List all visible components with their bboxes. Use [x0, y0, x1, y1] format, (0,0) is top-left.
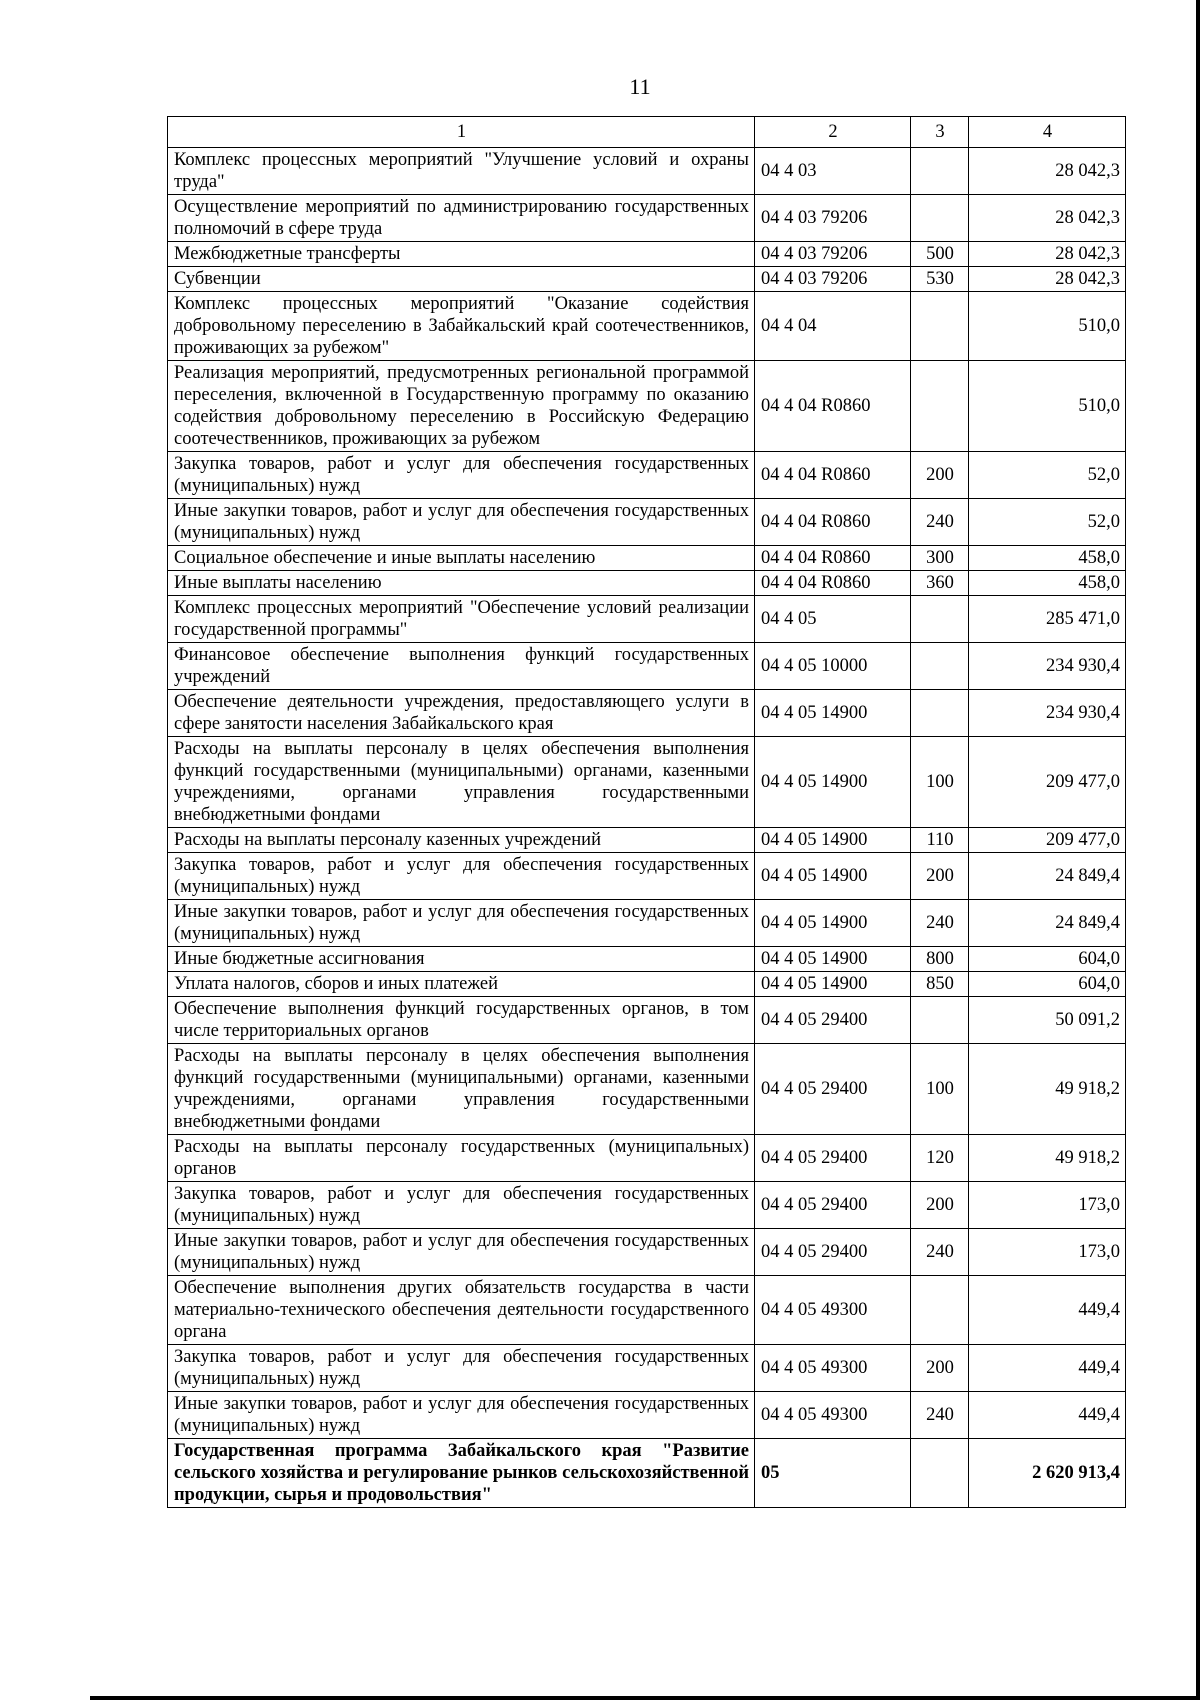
row-expense-type-cell: 100: [911, 737, 969, 828]
row-name-cell: Иные закупки товаров, работ и услуг для обеспечения государственных (муниципальных) нужд: [168, 900, 755, 947]
row-code-cell: 04 4 05 29400: [755, 1044, 911, 1135]
table-row: [168, 571, 1126, 596]
row-name-cell: Государственная программа Забайкальского края "Развитие сельского хозяйства и регулирование рынков сельскохозяйственной продукции, сырья и продовольствия": [168, 1439, 755, 1508]
row-code-cell: 04 4 04 R0860: [755, 546, 911, 571]
row-amount-cell: 209 477,0: [969, 737, 1126, 828]
row-amount-cell: 449,4: [969, 1276, 1126, 1345]
row-expense-type-cell: 240: [911, 499, 969, 546]
row-code-cell: 04 4 05 14900: [755, 828, 911, 853]
scan-border-right: [1196, 0, 1200, 1700]
table-row: [168, 972, 1126, 997]
page-number: 11: [629, 74, 651, 99]
scan-border-bottom: [90, 1696, 1200, 1700]
table-row: [168, 292, 1126, 361]
table-row: [168, 853, 1126, 900]
row-amount-cell: 458,0: [969, 571, 1126, 596]
row-code-cell: 04 4 03 79206: [755, 267, 911, 292]
row-expense-type-cell: 360: [911, 571, 969, 596]
row-amount-cell: 209 477,0: [969, 828, 1126, 853]
row-name-cell: Обеспечение выполнения других обязательств государства в части материально-технического обеспечения деятельности государственного органа: [168, 1276, 755, 1345]
row-code-cell: 05: [755, 1439, 911, 1508]
budget-table: [167, 116, 1126, 1508]
row-expense-type-cell: 300: [911, 546, 969, 571]
table-row: [168, 1345, 1126, 1392]
row-name-cell: Комплекс процессных мероприятий "Оказание содействия добровольному переселению в Забайкальский край соотечественников, проживающих за рубежом": [168, 292, 755, 361]
row-expense-type-cell: 200: [911, 853, 969, 900]
row-name-cell: Реализация мероприятий, предусмотренных региональной программой переселения, включенной в Государственную программу по оказанию содействия добровольному переселению в Российскую Федерацию соотечественников, проживающих за рубежом: [168, 361, 755, 452]
row-name-cell: Обеспечение деятельности учреждения, предоставляющего услуги в сфере занятости населения Забайкальского края: [168, 690, 755, 737]
table-row: [168, 1135, 1126, 1182]
row-expense-type-cell: [911, 643, 969, 690]
row-name-cell: Расходы на выплаты персоналу казенных учреждений: [168, 828, 755, 853]
row-name-cell: Обеспечение выполнения функций государственных органов, в том числе территориальных органов: [168, 997, 755, 1044]
row-amount-cell: 2 620 913,4: [969, 1439, 1126, 1508]
row-amount-cell: 52,0: [969, 499, 1126, 546]
row-expense-type-cell: 850: [911, 972, 969, 997]
row-name-cell: Иные бюджетные ассигнования: [168, 947, 755, 972]
row-code-cell: 04 4 05 29400: [755, 1182, 911, 1229]
row-expense-type-cell: [911, 596, 969, 643]
row-code-cell: 04 4 05 14900: [755, 900, 911, 947]
row-amount-cell: 24 849,4: [969, 900, 1126, 947]
row-expense-type-cell: [911, 195, 969, 242]
column-header-name: 1: [168, 117, 755, 148]
row-code-cell: 04 4 05 49300: [755, 1276, 911, 1345]
row-name-cell: Закупка товаров, работ и услуг для обеспечения государственных (муниципальных) нужд: [168, 1182, 755, 1229]
row-expense-type-cell: [911, 1439, 969, 1508]
table-row: [168, 452, 1126, 499]
row-expense-type-cell: 200: [911, 452, 969, 499]
table-row: [168, 1182, 1126, 1229]
row-code-cell: 04 4 05 29400: [755, 1229, 911, 1276]
table-row: [168, 690, 1126, 737]
row-expense-type-cell: [911, 361, 969, 452]
row-amount-cell: 28 042,3: [969, 242, 1126, 267]
row-amount-cell: 49 918,2: [969, 1135, 1126, 1182]
row-code-cell: 04 4 05: [755, 596, 911, 643]
row-code-cell: 04 4 05 14900: [755, 947, 911, 972]
table-row: [168, 737, 1126, 828]
row-code-cell: 04 4 04 R0860: [755, 499, 911, 546]
row-amount-cell: 458,0: [969, 546, 1126, 571]
table-row: [168, 242, 1126, 267]
row-name-cell: Уплата налогов, сборов и иных платежей: [168, 972, 755, 997]
row-expense-type-cell: 530: [911, 267, 969, 292]
table-row: [168, 1439, 1126, 1508]
row-code-cell: 04 4 05 14900: [755, 853, 911, 900]
column-header-expense-type: 3: [911, 117, 969, 148]
row-code-cell: 04 4 04 R0860: [755, 361, 911, 452]
table-body: [168, 148, 1126, 1508]
row-code-cell: 04 4 05 29400: [755, 1135, 911, 1182]
row-code-cell: 04 4 03 79206: [755, 242, 911, 267]
row-code-cell: 04 4 04 R0860: [755, 452, 911, 499]
row-name-cell: Закупка товаров, работ и услуг для обеспечения государственных (муниципальных) нужд: [168, 853, 755, 900]
row-code-cell: 04 4 05 49300: [755, 1392, 911, 1439]
row-name-cell: Расходы на выплаты персоналу в целях обеспечения выполнения функций государственными (муниципальными) органами, казенными учреждениями, органами управления государственными внебюджетными фондами: [168, 1044, 755, 1135]
row-amount-cell: 28 042,3: [969, 195, 1126, 242]
row-name-cell: Расходы на выплаты персоналу в целях обеспечения выполнения функций государственными (муниципальными) органами, казенными учреждениями, органами управления государственными внебюджетными фондами: [168, 737, 755, 828]
table-row: [168, 997, 1126, 1044]
row-code-cell: 04 4 04: [755, 292, 911, 361]
table-row: [168, 148, 1126, 195]
row-expense-type-cell: 110: [911, 828, 969, 853]
row-amount-cell: 24 849,4: [969, 853, 1126, 900]
row-code-cell: 04 4 05 49300: [755, 1345, 911, 1392]
table-row: [168, 1276, 1126, 1345]
row-name-cell: Закупка товаров, работ и услуг для обеспечения государственных (муниципальных) нужд: [168, 1345, 755, 1392]
table-row: [168, 361, 1126, 452]
row-name-cell: Комплекс процессных мероприятий "Улучшение условий и охраны труда": [168, 148, 755, 195]
row-amount-cell: 510,0: [969, 292, 1126, 361]
row-amount-cell: 52,0: [969, 452, 1126, 499]
row-amount-cell: 173,0: [969, 1229, 1126, 1276]
table-row: [168, 596, 1126, 643]
table-row: [168, 195, 1126, 242]
row-expense-type-cell: 100: [911, 1044, 969, 1135]
row-name-cell: Иные закупки товаров, работ и услуг для обеспечения государственных (муниципальных) нужд: [168, 1229, 755, 1276]
row-expense-type-cell: [911, 1276, 969, 1345]
row-amount-cell: 234 930,4: [969, 690, 1126, 737]
row-amount-cell: 173,0: [969, 1182, 1126, 1229]
row-code-cell: 04 4 05 10000: [755, 643, 911, 690]
table-row: [168, 828, 1126, 853]
table-row: [168, 1229, 1126, 1276]
row-name-cell: Межбюджетные трансферты: [168, 242, 755, 267]
row-amount-cell: 449,4: [969, 1345, 1126, 1392]
table-row: [168, 900, 1126, 947]
row-code-cell: 04 4 04 R0860: [755, 571, 911, 596]
row-amount-cell: 510,0: [969, 361, 1126, 452]
row-expense-type-cell: 200: [911, 1182, 969, 1229]
row-code-cell: 04 4 03 79206: [755, 195, 911, 242]
row-name-cell: Субвенции: [168, 267, 755, 292]
table-row: [168, 947, 1126, 972]
row-expense-type-cell: [911, 690, 969, 737]
table-header-row: [168, 117, 1126, 148]
row-amount-cell: 49 918,2: [969, 1044, 1126, 1135]
row-amount-cell: 285 471,0: [969, 596, 1126, 643]
row-name-cell: Осуществление мероприятий по администрированию государственных полномочий в сфере труда: [168, 195, 755, 242]
table-row: [168, 643, 1126, 690]
row-name-cell: Расходы на выплаты персоналу государственных (муниципальных) органов: [168, 1135, 755, 1182]
row-amount-cell: 28 042,3: [969, 267, 1126, 292]
row-expense-type-cell: 800: [911, 947, 969, 972]
row-expense-type-cell: 500: [911, 242, 969, 267]
row-name-cell: Финансовое обеспечение выполнения функций государственных учреждений: [168, 643, 755, 690]
row-amount-cell: 50 091,2: [969, 997, 1126, 1044]
row-amount-cell: 234 930,4: [969, 643, 1126, 690]
row-code-cell: 04 4 05 14900: [755, 972, 911, 997]
table-row: [168, 546, 1126, 571]
row-name-cell: Иные закупки товаров, работ и услуг для обеспечения государственных (муниципальных) нужд: [168, 1392, 755, 1439]
table-row: [168, 267, 1126, 292]
row-name-cell: Иные выплаты населению: [168, 571, 755, 596]
table-row: [168, 499, 1126, 546]
row-name-cell: Социальное обеспечение и иные выплаты населению: [168, 546, 755, 571]
row-expense-type-cell: [911, 148, 969, 195]
table-row: [168, 1392, 1126, 1439]
row-amount-cell: 604,0: [969, 947, 1126, 972]
row-expense-type-cell: 240: [911, 900, 969, 947]
row-name-cell: Комплекс процессных мероприятий "Обеспечение условий реализации государственной программы": [168, 596, 755, 643]
column-header-code: 2: [755, 117, 911, 148]
row-expense-type-cell: 120: [911, 1135, 969, 1182]
row-code-cell: 04 4 05 29400: [755, 997, 911, 1044]
row-amount-cell: 604,0: [969, 972, 1126, 997]
row-name-cell: Иные закупки товаров, работ и услуг для обеспечения государственных (муниципальных) нужд: [168, 499, 755, 546]
row-amount-cell: 449,4: [969, 1392, 1126, 1439]
row-expense-type-cell: 200: [911, 1345, 969, 1392]
row-expense-type-cell: 240: [911, 1229, 969, 1276]
row-code-cell: 04 4 05 14900: [755, 690, 911, 737]
table-row: [168, 1044, 1126, 1135]
row-code-cell: 04 4 05 14900: [755, 737, 911, 828]
column-header-amount: 4: [969, 117, 1126, 148]
row-amount-cell: 28 042,3: [969, 148, 1126, 195]
row-expense-type-cell: 240: [911, 1392, 969, 1439]
row-expense-type-cell: [911, 292, 969, 361]
row-name-cell: Закупка товаров, работ и услуг для обеспечения государственных (муниципальных) нужд: [168, 452, 755, 499]
row-expense-type-cell: [911, 997, 969, 1044]
row-code-cell: 04 4 03: [755, 148, 911, 195]
